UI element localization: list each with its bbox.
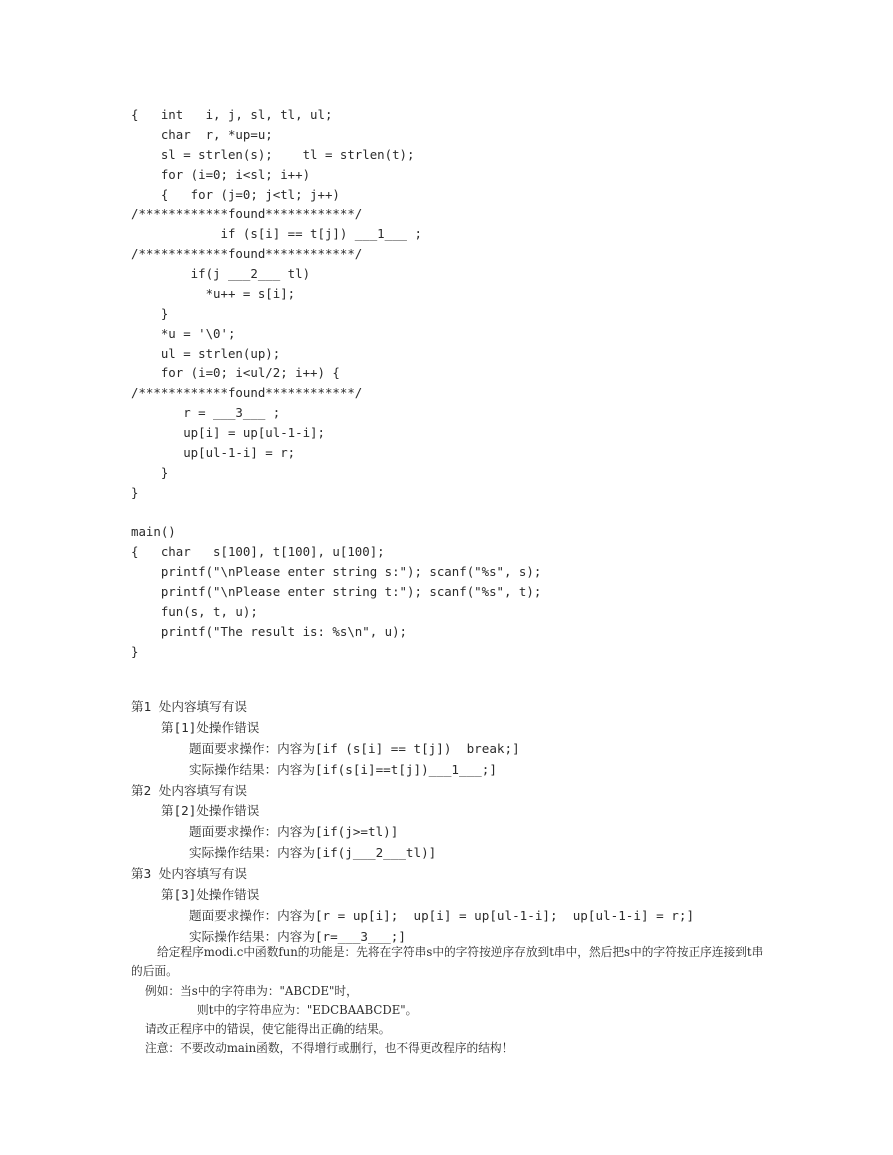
code-line: } <box>131 643 139 659</box>
code-line: for (i=0; i<sl; i++) <box>131 166 311 182</box>
code-line: *u = '\0'; <box>131 325 236 341</box>
found-marker: /************found************/ <box>131 246 363 262</box>
required-operation: 题面要求操作：内容为[if(j>=tl)] <box>189 824 399 840</box>
found-marker: /************found************/ <box>131 385 363 401</box>
code-line: sl = strlen(s); tl = strlen(t); <box>131 146 415 162</box>
code-line: if(j ___2___ tl) <box>131 266 311 281</box>
code-line: { int i, j, sl, tl, ul; <box>131 107 333 122</box>
code-line: } <box>131 484 139 500</box>
actual-result: 实际操作结果：内容为[r=___3___;] <box>189 928 406 944</box>
error-heading: 第3 处内容填写有误 <box>131 866 247 882</box>
code-line: } <box>131 464 169 480</box>
actual-result: 实际操作结果：内容为[if(j___2___tl)] <box>189 845 437 861</box>
found-marker: /************found************/ <box>131 206 363 222</box>
error-subheading: 第[2]处操作错误 <box>161 803 260 819</box>
code-line: } <box>131 305 169 321</box>
required-operation: 题面要求操作：内容为[r = up[i]; up[i] = up[ul-1-i]; up[ul-1-i] = r;] <box>189 907 695 923</box>
code-line: if (s[i] == t[j]) ___1___ ; <box>131 226 422 242</box>
code-line: { char s[100], t[100], u[100]; <box>131 544 385 560</box>
code-line: *u++ = s[i]; <box>131 285 296 301</box>
required-operation: 题面要求操作：内容为[if (s[i] == t[j]) break;] <box>189 740 520 756</box>
code-line: printf("The result is: %s\n", u); <box>131 623 408 639</box>
code-line: main() <box>131 524 176 540</box>
code-line: printf("\nPlease enter string t:"); scanf("%s", t); <box>131 584 542 599</box>
description-example: 例如：当s中的字符串为："ABCDE"时， <box>145 983 358 998</box>
error-heading: 第1 处内容填写有误 <box>131 699 247 714</box>
grading-results <box>131 697 694 948</box>
code-line: printf("\nPlease enter string s:"); scanf("%s", s); <box>131 564 542 580</box>
error-subheading: 第[3]处操作错误 <box>161 887 260 903</box>
description-intro: 给定程序modi.c中函数fun的功能是：先将在字符串s中的字符按逆序存放到t串中，然后把s中的字符按正序连接到t串的后面。 <box>131 945 764 979</box>
error-subheading: 第[1]处操作错误 <box>161 719 260 735</box>
code-line <box>131 503 541 523</box>
actual-result: 实际操作结果：内容为[if(s[i]==t[j])___1___;] <box>189 761 497 777</box>
code-line: for (i=0; i<ul/2; i++) { <box>131 365 340 381</box>
code-line: ul = strlen(up); <box>131 345 281 361</box>
code-line: fun(s, t, u); <box>131 603 258 619</box>
error-heading: 第2 处内容填写有误 <box>131 782 247 798</box>
description-note: 注意：不要改动main函数，不得增行或删行，也不得更改程序的结构！ <box>145 1041 514 1056</box>
description-example-result: 则t中的字符串应为："EDCBAABCDE"。 <box>197 1002 418 1017</box>
problem-description <box>131 943 771 1059</box>
description-task: 请改正程序中的错误，使它能得出正确的结果。 <box>145 1022 391 1037</box>
code-line: char r, *up=u; <box>131 126 273 142</box>
code-line: { for (j=0; j<tl; j++) <box>131 186 340 202</box>
code-line: r = ___3___ ; <box>131 405 281 421</box>
code-listing <box>131 105 541 662</box>
code-line: up[i] = up[ul-1-i]; <box>131 425 325 440</box>
code-line: up[ul-1-i] = r; <box>131 444 296 460</box>
